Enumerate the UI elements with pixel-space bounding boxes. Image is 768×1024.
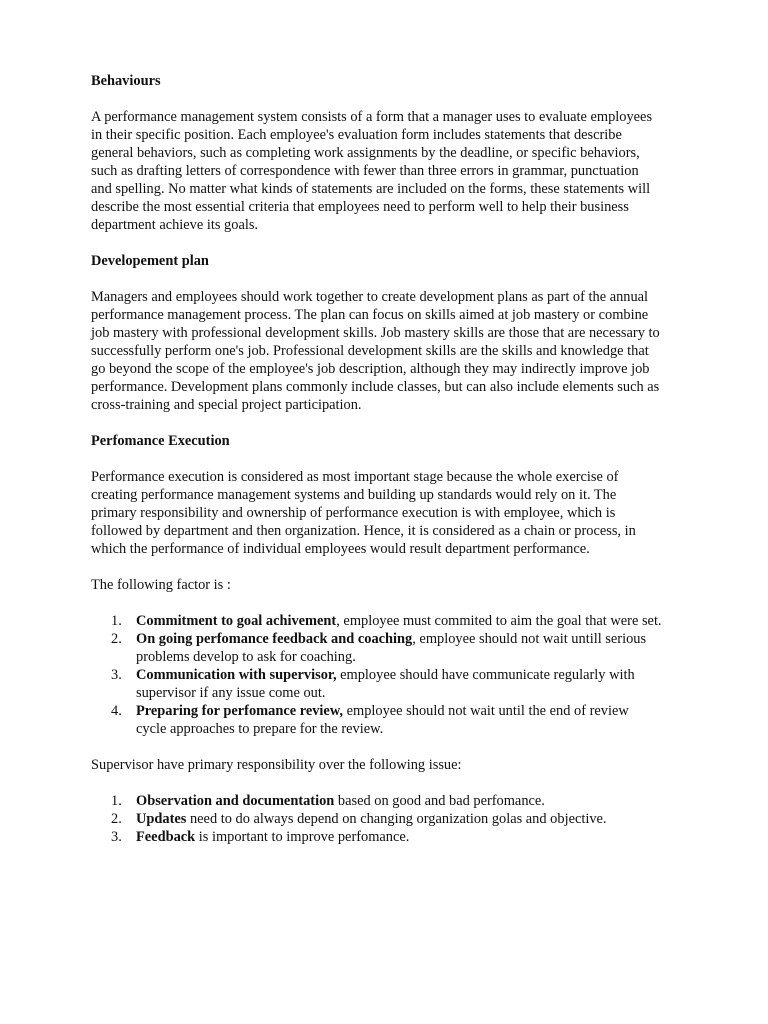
list-item-bold: Preparing for perfomance review, (136, 703, 344, 719)
paragraph-line: department achieve its goals. (91, 217, 259, 233)
factor-intro (91, 576, 691, 594)
list-number: 1. (111, 793, 122, 809)
paragraph-line: such as drafting letters of correspondence with fewer than three errors in grammar, punctuation (91, 163, 639, 179)
list-item-text: , employee should not wait untill serious (412, 631, 647, 647)
list-item-bold: Observation and documentation (136, 793, 335, 809)
list-number: 3. (111, 667, 122, 683)
list-number: 2. (111, 631, 122, 647)
paragraph-line: Performance execution is considered as most important stage because the whole exercise of (91, 469, 619, 485)
paragraph-development-plan (91, 288, 691, 414)
list-number: 1. (111, 613, 122, 629)
paragraph-line: which the performance of individual employees would result department performance. (91, 541, 590, 557)
factor-list (91, 612, 691, 738)
list-item-text: employee should not wait until the end of review (343, 703, 629, 719)
paragraph-line: cross-training and special project participation. (91, 397, 362, 413)
paragraph-line: followed by department and then organization. Hence, it is considered as a chain or process, in (91, 523, 636, 539)
section-heading-performance-execution: Perfomance Execution (91, 433, 230, 449)
paragraph-line: A performance management system consists of a form that a manager uses to evaluate employees (91, 109, 653, 125)
issue-list (91, 792, 691, 846)
paragraph-line: job mastery with professional development skills. Job mastery skills are those that are necessary to (91, 325, 660, 341)
list-number: 2. (111, 811, 122, 827)
section-heading-behaviours: Behaviours (91, 73, 161, 89)
paragraph-line: performance. Development plans commonly include classes, but can also include elements such as (91, 379, 660, 395)
list-item-text: need to do always depend on changing organization golas and objective. (186, 811, 607, 827)
list-item (91, 612, 691, 630)
paragraph-line: in their specific position. Each employee's evaluation form includes statements that describe (91, 127, 622, 143)
paragraph-line: successfully perform one's job. Professional development skills are the skills and knowledge that (91, 343, 649, 359)
list-number: 3. (111, 829, 122, 845)
list-item (91, 666, 691, 702)
paragraph-line: Managers and employees should work together to create development plans as part of the annual (91, 289, 649, 305)
paragraph-line: describe the most essential criteria that employees need to perform well to help their business (91, 199, 629, 215)
list-item-bold: Commitment to goal achivement (136, 613, 337, 629)
supervisor-intro (91, 756, 691, 774)
document-page (91, 72, 691, 864)
list-item (91, 630, 691, 666)
section-heading-development-plan: Developement plan (91, 253, 209, 269)
paragraph-line: creating performance management systems and building up standards would rely on it. The (91, 487, 617, 503)
paragraph-line: primary responsibility and ownership of performance execution is with employee, which is (91, 505, 616, 521)
list-item-text: based on good and bad perfomance. (334, 793, 545, 809)
list-item-continuation: cycle approaches to prepare for the review. (136, 721, 384, 737)
paragraph-line: The following factor is : (91, 577, 231, 593)
paragraph-line: go beyond the scope of the employee's job description, although they may indirectly improve job (91, 361, 650, 377)
paragraph-line: general behaviors, such as completing work assignments by the deadline, or specific behaviors, (91, 145, 640, 161)
list-item-text: is important to improve perfomance. (195, 829, 410, 845)
list-item-continuation: problems develop to ask for coaching. (136, 649, 356, 665)
list-item-text: , employee must commited to aim the goal that were set. (336, 613, 662, 629)
paragraph-performance-execution (91, 468, 691, 558)
list-item-text: employee should have communicate regularly with (336, 667, 635, 683)
list-item (91, 792, 691, 810)
paragraph-behaviours (91, 108, 691, 234)
paragraph-line: performance management process. The plan can focus on skills aimed at job mastery or combine (91, 307, 649, 323)
paragraph-line: Supervisor have primary responsibility over the following issue: (91, 757, 462, 773)
list-item (91, 828, 691, 846)
list-item-bold: Updates (136, 811, 187, 827)
list-number: 4. (111, 703, 122, 719)
list-item (91, 702, 691, 738)
paragraph-line: and spelling. No matter what kinds of statements are included on the forms, these statements will (91, 181, 651, 197)
list-item-continuation: supervisor if any issue come out. (136, 685, 326, 701)
list-item-bold: On going perfomance feedback and coaching (136, 631, 413, 647)
list-item-bold: Feedback (136, 829, 196, 845)
list-item (91, 810, 691, 828)
list-item-bold: Communication with supervisor, (136, 667, 337, 683)
